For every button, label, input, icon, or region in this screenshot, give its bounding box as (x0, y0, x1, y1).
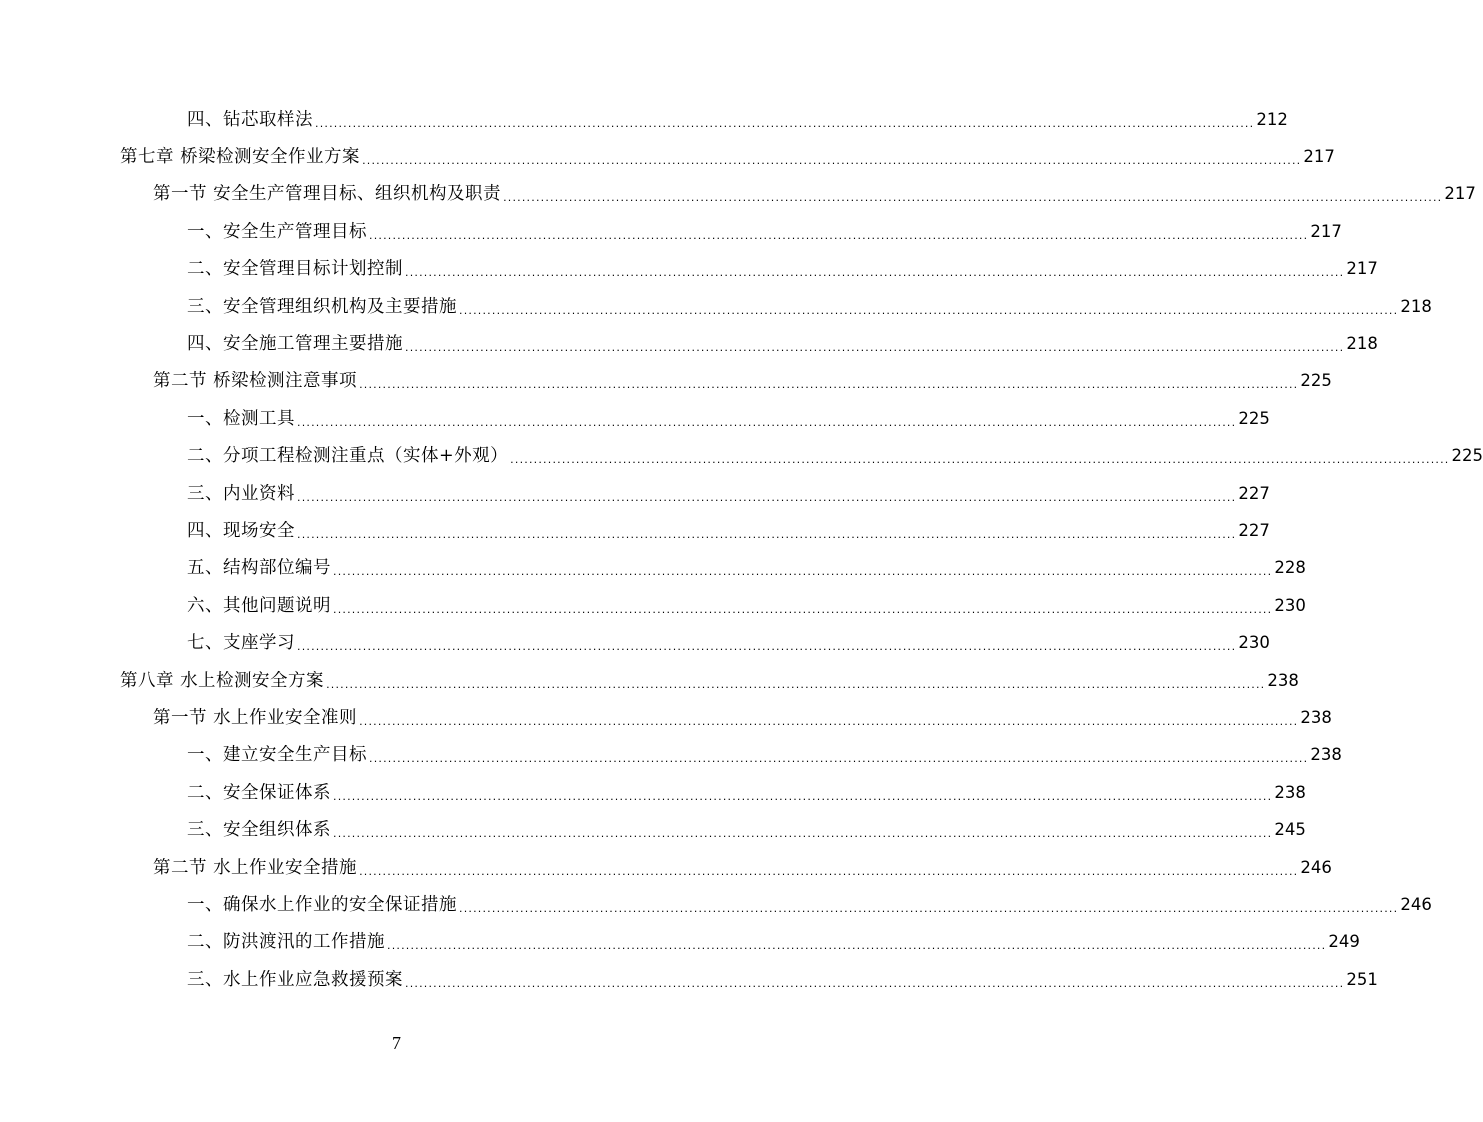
toc-dot-leader: ........................................................................................................................................................................................................ (369, 228, 1309, 242)
toc-entry-page: 217 (1303, 147, 1335, 167)
toc-dot-leader: ........................................................................................................................................................................................................ (503, 191, 1443, 205)
toc-dot-leader: ........................................................................................................................................................................................................ (405, 341, 1345, 355)
toc-entry-page: 230 (1274, 595, 1306, 615)
toc-entry-title: 二、安全保证体系 (187, 782, 331, 803)
toc-entry[interactable] (0, 811, 1306, 848)
toc-dot-leader: ........................................................................................................................................................................................................ (333, 789, 1273, 803)
toc-entry-title: 三、安全组织体系 (187, 820, 331, 841)
toc-entry-page: 217 (1310, 221, 1342, 241)
toc-entry[interactable] (0, 624, 1270, 661)
toc-entry[interactable] (0, 587, 1306, 624)
toc-entry[interactable] (0, 512, 1270, 549)
toc-entry-page: 218 (1346, 334, 1378, 354)
toc-dot-leader: ........................................................................................................................................................................................................ (405, 976, 1345, 990)
toc-entry-title: 第七章 桥梁检测安全作业方案 (120, 147, 361, 168)
page-number: 7 (392, 1033, 401, 1053)
toc-entry-title: 一、检测工具 (187, 408, 295, 429)
toc-entry[interactable] (0, 251, 1378, 288)
toc-dot-leader: ........................................................................................................................................................................................................ (362, 154, 1302, 168)
toc-entry[interactable] (0, 924, 1360, 961)
toc-entry-title: 第八章 水上检测安全方案 (120, 670, 325, 691)
toc-entry[interactable] (0, 363, 1332, 400)
toc-dot-leader: ........................................................................................................................................................................................................ (297, 640, 1237, 654)
toc-entry-page: 251 (1346, 969, 1378, 989)
toc-entry[interactable] (0, 849, 1332, 886)
toc-entry-page: 227 (1238, 520, 1270, 540)
toc-dot-leader: ........................................................................................................................................................................................................ (326, 677, 1266, 691)
toc-entry-page: 238 (1310, 745, 1342, 765)
toc-entry-title: 二、安全管理目标计划控制 (187, 259, 403, 280)
toc-entry-title: 第二节 桥梁检测注意事项 (153, 371, 358, 392)
toc-dot-leader: ........................................................................................................................................................................................................ (459, 901, 1399, 915)
toc-entry[interactable] (0, 475, 1270, 512)
toc-entry-page: 238 (1300, 707, 1332, 727)
toc-entry-title: 六、其他问题说明 (187, 595, 331, 616)
toc-dot-leader: ........................................................................................................................................................................................................ (297, 490, 1237, 504)
toc-entry[interactable] (0, 138, 1335, 175)
toc-entry[interactable] (0, 737, 1342, 774)
toc-entry-title: 四、现场安全 (187, 520, 295, 541)
toc-dot-leader: ........................................................................................................................................................................................................ (359, 378, 1299, 392)
toc-entry-page: 230 (1238, 633, 1270, 653)
toc-entry[interactable] (0, 288, 1432, 325)
table-of-contents (0, 101, 1483, 998)
toc-entry-page: 246 (1400, 894, 1432, 914)
toc-dot-leader: ........................................................................................................................................................................................................ (359, 714, 1299, 728)
toc-entry-page: 212 (1256, 109, 1288, 129)
toc-dot-leader: ........................................................................................................................................................................................................ (315, 116, 1255, 130)
toc-entry-page: 225 (1300, 371, 1332, 391)
toc-entry[interactable] (0, 101, 1288, 138)
toc-dot-leader: ........................................................................................................................................................................................................ (387, 939, 1327, 953)
toc-dot-leader: ........................................................................................................................................................................................................ (369, 752, 1309, 766)
toc-dot-leader: ........................................................................................................................................................................................................ (297, 415, 1237, 429)
toc-dot-leader: ........................................................................................................................................................................................................ (333, 602, 1273, 616)
toc-entry-title: 三、水上作业应急救援预案 (187, 969, 403, 990)
toc-entry[interactable] (0, 662, 1299, 699)
toc-entry-title: 四、安全施工管理主要措施 (187, 334, 403, 355)
toc-entry[interactable] (0, 325, 1378, 362)
toc-entry-page: 249 (1328, 932, 1360, 952)
toc-entry-title: 二、防洪渡汛的工作措施 (187, 932, 385, 953)
toc-entry[interactable] (0, 213, 1342, 250)
toc-entry-title: 一、安全生产管理目标 (187, 221, 367, 242)
toc-entry-page: 245 (1274, 820, 1306, 840)
toc-entry[interactable] (0, 886, 1432, 923)
toc-entry-title: 五、结构部位编号 (187, 558, 331, 579)
toc-entry-title: 第一节 水上作业安全准则 (153, 707, 358, 728)
toc-entry-title: 第一节 安全生产管理目标、组织机构及职责 (153, 184, 502, 205)
toc-entry-page: 217 (1346, 259, 1378, 279)
toc-entry-page: 238 (1267, 670, 1299, 690)
toc-entry-page: 225 (1451, 446, 1483, 466)
toc-dot-leader: ........................................................................................................................................................................................................ (459, 303, 1399, 317)
toc-entry[interactable] (0, 961, 1378, 998)
toc-entry-title: 第二节 水上作业安全措施 (153, 857, 358, 878)
toc-entry-page: 218 (1400, 296, 1432, 316)
toc-entry-title: 三、内业资料 (187, 483, 295, 504)
toc-dot-leader: ........................................................................................................................................................................................................ (405, 266, 1345, 280)
toc-entry-page: 217 (1444, 184, 1476, 204)
toc-entry[interactable] (0, 550, 1306, 587)
toc-entry-title: 七、支座学习 (187, 633, 295, 654)
toc-entry-title: 一、建立安全生产目标 (187, 745, 367, 766)
toc-entry-page: 227 (1238, 483, 1270, 503)
toc-dot-leader: ........................................................................................................................................................................................................ (333, 827, 1273, 841)
toc-entry-title: 一、确保水上作业的安全保证措施 (187, 894, 457, 915)
toc-entry[interactable] (0, 774, 1306, 811)
toc-entry-title: 三、安全管理组织机构及主要措施 (187, 296, 457, 317)
toc-entry-title: 二、分项工程检测注重点（实体+外观） (187, 446, 509, 467)
toc-entry-page: 238 (1274, 782, 1306, 802)
toc-entry[interactable] (0, 176, 1476, 213)
toc-entry-title: 四、钻芯取样法 (187, 109, 313, 130)
toc-entry[interactable] (0, 400, 1270, 437)
toc-entry-page: 228 (1274, 558, 1306, 578)
toc-dot-leader: ........................................................................................................................................................................................................ (510, 453, 1450, 467)
toc-entry-page: 225 (1238, 408, 1270, 428)
toc-dot-leader: ........................................................................................................................................................................................................ (297, 527, 1237, 541)
toc-dot-leader: ........................................................................................................................................................................................................ (359, 864, 1299, 878)
toc-entry[interactable] (0, 438, 1483, 475)
toc-entry-page: 246 (1300, 857, 1332, 877)
toc-entry[interactable] (0, 699, 1332, 736)
toc-dot-leader: ........................................................................................................................................................................................................ (333, 565, 1273, 579)
